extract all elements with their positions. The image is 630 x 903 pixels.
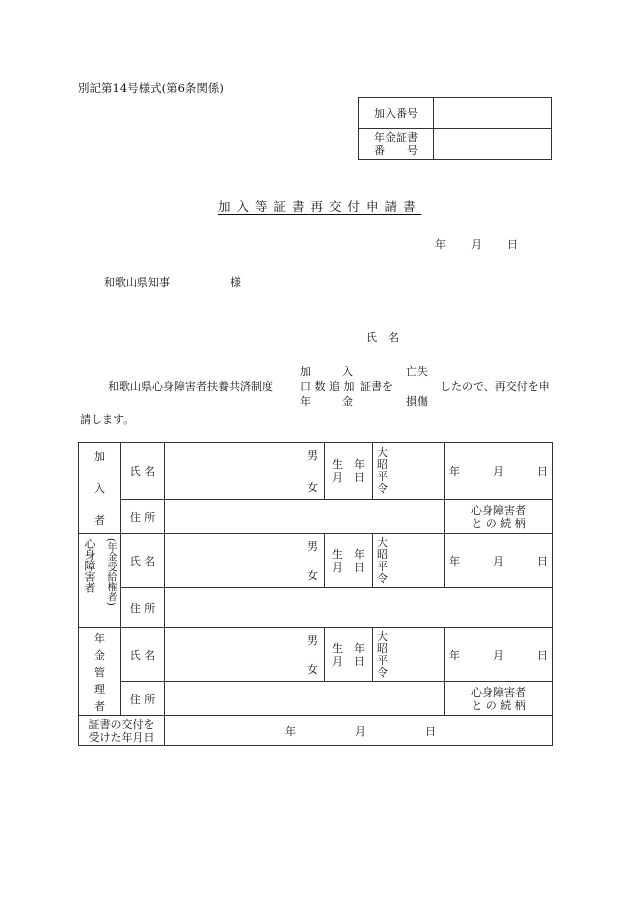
disabled-address-row — [79, 588, 553, 628]
document-title: 加入等証書再交付申請書 — [218, 199, 422, 214]
era-options[interactable]: 大 昭 平 令 — [373, 534, 445, 588]
birth-label: 生 年 月 日 — [325, 534, 373, 588]
birth-date-field[interactable]: 年 月 日 — [445, 628, 553, 682]
birth-label: 生 年 月 日 — [325, 628, 373, 682]
male-option[interactable]: 男 — [307, 449, 318, 462]
cert-no-label: 年金証書 番 号 — [359, 129, 434, 160]
manager-name-row — [79, 628, 553, 682]
name-label: 氏 名 — [121, 534, 165, 588]
name-label: 氏 名 — [121, 443, 165, 500]
era-options[interactable]: 大 昭 平 令 — [373, 628, 445, 682]
enroll-no-label: 加入番号 — [359, 98, 434, 129]
governor-addressee: 和歌山県知事 — [104, 276, 170, 289]
disabled-address-field[interactable] — [165, 588, 553, 628]
honorific: 様 — [230, 276, 241, 289]
male-option[interactable]: 男 — [307, 634, 318, 647]
application-table — [78, 442, 553, 746]
cert-no-field[interactable] — [434, 129, 552, 160]
body-prefix: 和歌山県心身障害者扶養共済制度 — [108, 380, 273, 393]
subscriber-group-label: 加 入 者 — [79, 443, 121, 534]
reference-number-box — [358, 97, 552, 160]
option-pension-2: 金 — [342, 395, 353, 408]
birth-date-field[interactable]: 年 月 日 — [445, 443, 553, 500]
address-label: 住 所 — [121, 500, 165, 534]
female-option[interactable]: 女 — [307, 663, 318, 676]
address-label: 住 所 — [121, 682, 165, 716]
issue-date-label: 証書の交付を 受けた年月日 — [79, 716, 165, 746]
date-day: 日 — [507, 238, 518, 251]
body-line2: 請します。 — [80, 413, 135, 426]
date-year: 年 — [435, 238, 446, 251]
form-id: 別記第14号様式(第6条関係) — [78, 81, 224, 95]
body-suffix: したので、再交付を申 — [440, 380, 550, 393]
option-add-units: 口 数 追 加 — [300, 380, 355, 393]
male-option[interactable]: 男 — [307, 540, 318, 553]
subscriber-address-row — [79, 500, 553, 534]
enroll-no-field[interactable] — [434, 98, 552, 129]
option-enroll-1: 加 — [300, 365, 311, 378]
reason-damaged: 損傷 — [406, 395, 428, 408]
issue-date-field[interactable]: 年 月 日 — [165, 716, 553, 746]
era-options[interactable]: 大 昭 平 令 — [373, 443, 445, 500]
subscriber-name-field[interactable] — [165, 443, 325, 500]
birth-label: 生 年 月 日 — [325, 443, 373, 500]
female-option[interactable]: 女 — [307, 569, 318, 582]
manager-address-field[interactable] — [165, 682, 445, 716]
date-month: 月 — [471, 238, 482, 251]
name-label: 氏 名 — [121, 628, 165, 682]
manager-name-field[interactable] — [165, 628, 325, 682]
manager-address-row — [79, 682, 553, 716]
body-certificate: 証書を — [360, 380, 393, 393]
issue-date-row — [79, 716, 553, 746]
subscriber-name-row — [79, 443, 553, 500]
option-pension-1: 年 — [300, 395, 311, 408]
birth-date-field[interactable]: 年 月 日 — [445, 534, 553, 588]
disabled-group-label: 心身障害者 (年金受給権者) — [79, 534, 121, 628]
relation-label: 心身障害者 と の 続 柄 — [445, 500, 553, 534]
reason-lost: 亡失 — [406, 365, 428, 378]
subscriber-address-field[interactable] — [165, 500, 445, 534]
applicant-name-label: 氏 名 — [366, 331, 399, 344]
address-label: 住 所 — [121, 588, 165, 628]
relation-label: 心身障害者 と の 続 柄 — [445, 682, 553, 716]
option-enroll-2: 入 — [342, 365, 353, 378]
disabled-name-field[interactable] — [165, 534, 325, 588]
female-option[interactable]: 女 — [307, 481, 318, 494]
disabled-name-row — [79, 534, 553, 588]
manager-group-label: 年 金 管 理 者 — [79, 628, 121, 716]
